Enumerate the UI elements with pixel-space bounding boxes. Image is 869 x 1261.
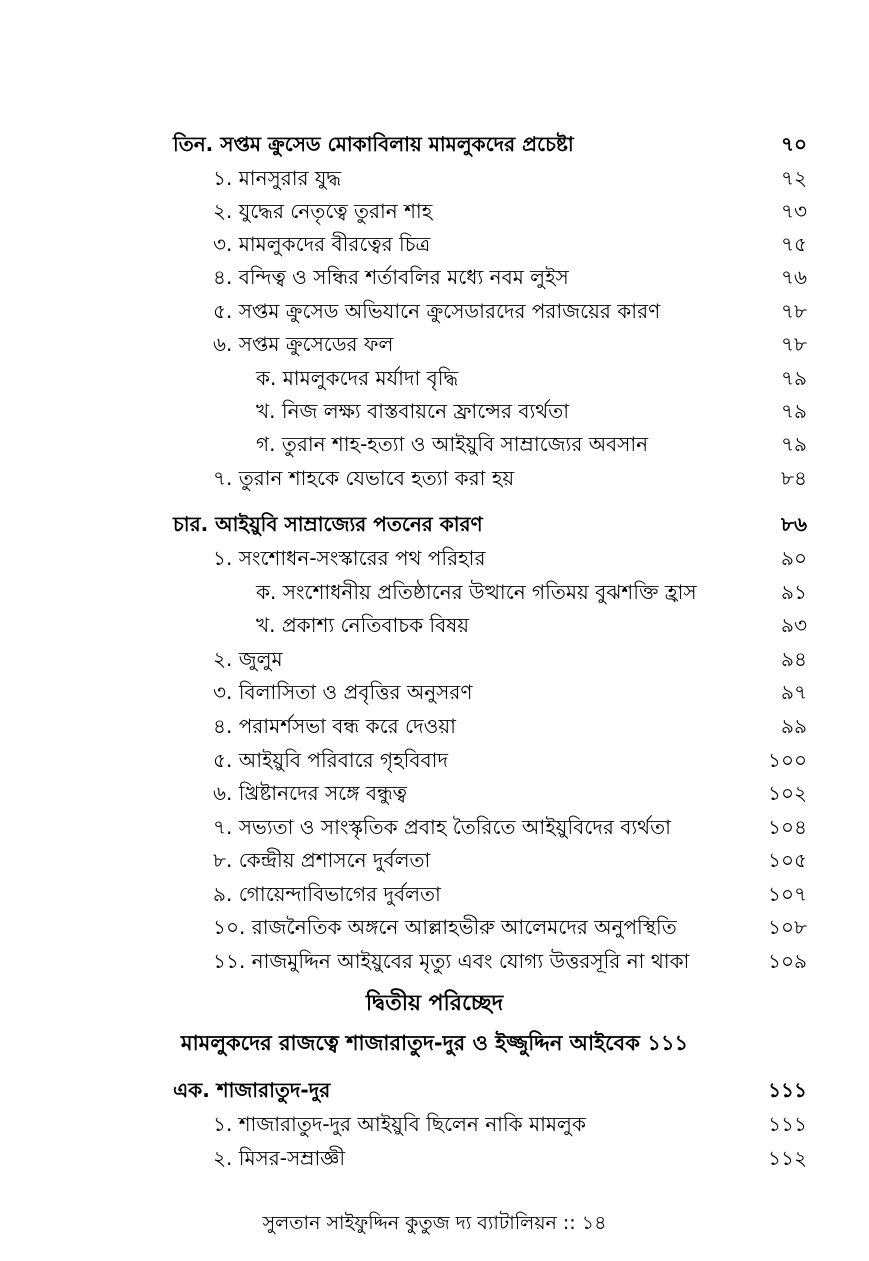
toc-row bbox=[0, 428, 869, 460]
toc-title: ১. মানসুরার যুদ্ধ bbox=[213, 166, 342, 190]
toc-title: ১. শাজারাতুদ-দুর আইয়ুবি ছিলেন নাকি মামলুক bbox=[213, 1112, 586, 1136]
toc-row bbox=[0, 195, 869, 227]
toc-title: ৭. তুরান শাহকে যেভাবে হত্যা করা হয় bbox=[213, 466, 515, 490]
toc-title: ১১. নাজমুদ্দিন আইয়ুবের মৃত্যু এবং যোগ্য উত্তরসূরি না থাকা bbox=[213, 949, 690, 973]
toc-page: ৭৯ bbox=[781, 432, 807, 456]
toc-title: ১০. রাজনৈতিক অঙ্গনে আল্লাহভীরু আলেমদের অনুপস্থিতি bbox=[213, 915, 677, 939]
toc-title: ২. মিসর-সম্রাজ্ঞী bbox=[213, 1146, 346, 1170]
toc-page: ৭৬ bbox=[780, 265, 807, 289]
toc-title: ক. মামলুকদের মর্যাদা বৃদ্ধি bbox=[256, 366, 459, 390]
toc-page: ১১১ bbox=[768, 1078, 807, 1102]
toc-title: গ. তুরান শাহ-হত্যা ও আইয়ুবি সাম্রাজ্যের অবসান bbox=[256, 432, 649, 456]
toc-title: তিন. সপ্তম ক্রুসেড মোকাবিলায় মামলুকদের প্রচেষ্টা bbox=[173, 132, 574, 156]
toc-title: চার. আইয়ুবি সাম্রাজ্যের পতনের কারণ bbox=[173, 512, 483, 536]
toc-page: ১১২ bbox=[768, 1146, 807, 1170]
toc-page: ১০৯ bbox=[768, 949, 807, 973]
toc-title: খ. প্রকাশ্য নেতিবাচক বিষয় bbox=[256, 613, 470, 637]
toc-row bbox=[0, 395, 869, 427]
toc-row bbox=[0, 844, 869, 876]
toc-title: ৫. আইয়ুবি পরিবারে গৃহবিবাদ bbox=[213, 748, 448, 772]
toc-row bbox=[0, 744, 869, 776]
toc-page: ৯৩ bbox=[781, 613, 807, 637]
toc-page: ৯৯ bbox=[781, 714, 807, 738]
toc-row bbox=[0, 261, 869, 293]
toc-title: ৯. গোয়েন্দাবিভাগের দুর্বলতা bbox=[213, 882, 441, 906]
toc-row bbox=[0, 609, 869, 641]
toc-row bbox=[0, 162, 869, 194]
toc-row bbox=[0, 508, 869, 540]
toc-title: ৪. বন্দিত্ব ও সন্ধির শর্তাবলির মধ্যে নবম লুইস bbox=[213, 265, 569, 289]
toc-row bbox=[0, 643, 869, 675]
toc-row bbox=[0, 462, 869, 494]
toc-page: ৭৮ bbox=[781, 299, 807, 323]
toc-title: ৮. কেন্দ্রীয় প্রশাসনে দুর্বলতা bbox=[213, 848, 431, 872]
chapter-title: মামলুকদের রাজত্বে শাজারাতুদ-দুর ও ইজ্জুদ্দিন আইবেক ১১১ bbox=[180, 1031, 689, 1055]
toc-page: ৭২ bbox=[780, 166, 807, 190]
toc-title: ৭. সভ্যতা ও সাংস্কৃতিক প্রবাহ তৈরিতে আইয়ুবিদের ব্যর্থতা bbox=[213, 815, 671, 839]
toc-page: ৭৯ bbox=[781, 366, 807, 390]
toc-page: ৭৯ bbox=[781, 399, 807, 423]
toc-row bbox=[0, 911, 869, 943]
toc-page: ৭৩ bbox=[780, 199, 807, 223]
toc-row bbox=[0, 676, 869, 708]
toc-page: ৯৪ bbox=[781, 647, 807, 671]
toc-row bbox=[0, 542, 869, 574]
toc-page: ১১১ bbox=[768, 1112, 807, 1136]
toc-row bbox=[0, 1108, 869, 1140]
toc-row bbox=[0, 228, 869, 260]
toc-page: ১০০ bbox=[768, 748, 807, 772]
toc-title: ৬. খ্রিষ্টানদের সঙ্গে বন্ধুত্ব bbox=[213, 781, 408, 805]
toc-row bbox=[0, 295, 869, 327]
toc-page: ৮৪ bbox=[781, 466, 807, 490]
toc-page: ৭৮ bbox=[781, 332, 807, 356]
chapter-heading: দ্বিতীয় পরিচ্ছেদ bbox=[365, 991, 504, 1016]
toc-row bbox=[0, 878, 869, 910]
toc-row bbox=[0, 576, 869, 608]
toc-row bbox=[0, 362, 869, 394]
toc-title: ১. সংশোধন-সংস্কারের পথ পরিহার bbox=[213, 546, 486, 570]
toc-row bbox=[0, 710, 869, 742]
toc-page: ১০৪ bbox=[768, 815, 807, 839]
toc-page: ৯০ bbox=[781, 546, 807, 570]
toc-title: ৫. সপ্তম ক্রুসেড অভিযানে ক্রুসেডারদের পরাজয়ের কারণ bbox=[213, 299, 661, 323]
toc-row bbox=[0, 777, 869, 809]
toc-title: ৪. পরামর্শসভা বন্ধ করে দেওয়া bbox=[213, 714, 456, 738]
toc-row bbox=[0, 1142, 869, 1174]
toc-title: এক. শাজারাতুদ-দুর bbox=[173, 1078, 331, 1102]
toc-page: ৭৫ bbox=[781, 232, 807, 256]
toc-title: ৩. মামলুকদের বীরত্বের চিত্র bbox=[213, 232, 431, 256]
toc-title: খ. নিজ লক্ষ্য বাস্তবায়নে ফ্রান্সের ব্যর্থতা bbox=[256, 399, 570, 423]
toc-page: ১০৭ bbox=[768, 882, 807, 906]
toc-row bbox=[0, 128, 869, 160]
toc-page: ১০৮ bbox=[768, 915, 807, 939]
toc-title: ২. যুদ্ধের নেতৃত্বে তুরান শাহ bbox=[213, 199, 433, 223]
toc-title: ক. সংশোধনীয় প্রতিষ্ঠানের উত্থানে গতিময় বুঝশক্তি হ্রাস bbox=[256, 580, 697, 604]
toc-row bbox=[0, 811, 869, 843]
toc-page: ৯১ bbox=[781, 580, 807, 604]
toc-title: ৩. বিলাসিতা ও প্রবৃত্তির অনুসরণ bbox=[213, 680, 473, 704]
toc-page: ১০২ bbox=[768, 781, 807, 805]
toc-row bbox=[0, 945, 869, 977]
toc-page: ১০৫ bbox=[768, 848, 807, 872]
page-footer: সুলতান সাইফুদ্দিন কুতুজ দ্য ব্যাটালিয়ন :: ১৪ bbox=[262, 1212, 607, 1234]
toc-row bbox=[0, 328, 869, 360]
toc-page: ৭০ bbox=[780, 132, 807, 156]
toc-page: ৯৭ bbox=[781, 680, 807, 704]
toc-page: ৮৬ bbox=[781, 512, 807, 536]
toc-title: ২. জুলুম bbox=[213, 647, 283, 671]
toc-row bbox=[0, 1074, 869, 1106]
toc-title: ৬. সপ্তম ক্রুসেডের ফল bbox=[213, 332, 394, 356]
